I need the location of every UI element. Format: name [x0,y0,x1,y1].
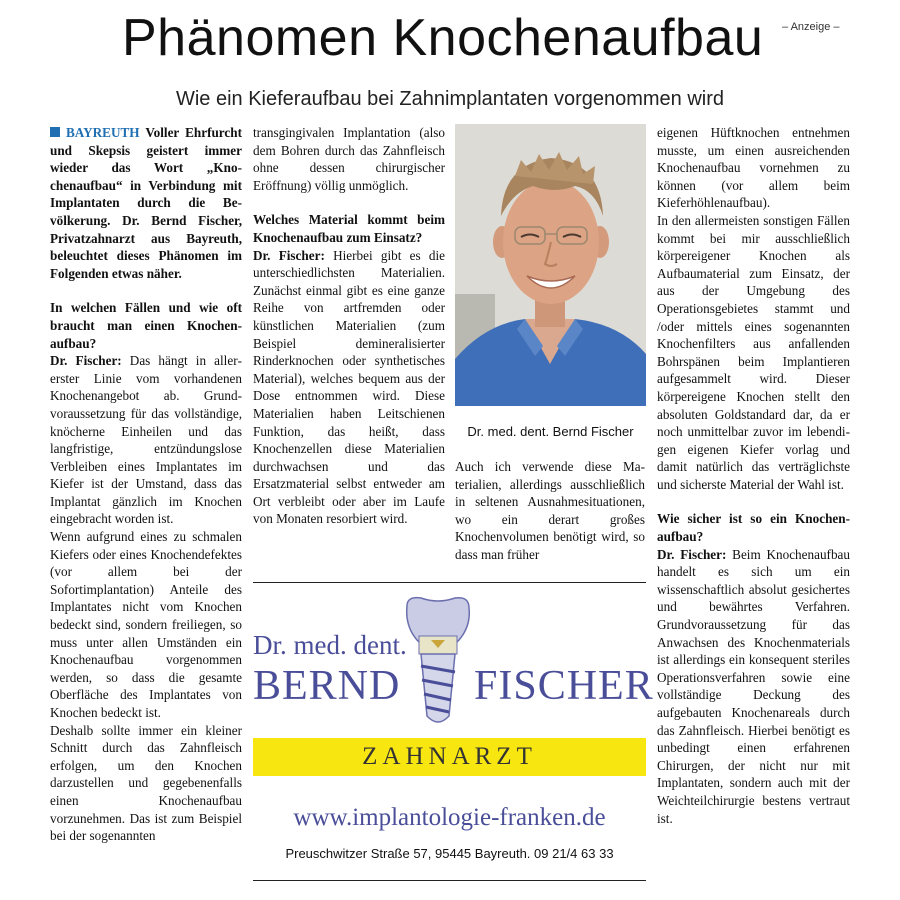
question-2: Welches Material kommt beim Knochenaufbau zum Einsatz? [253,212,445,245]
ad-first-name: BERND [253,663,401,709]
ad-bottom-divider [253,880,646,881]
answer-2-text: Hierbei gibt es die unterschiedlichsten Materialien. Zunächst einmal gibt es eine ganze Reihe von artfremden oder künstlichen Materialien (zum Beispiel demineralisierter Rinderknochen oder synthetisches Material), welches bequem aus der Dose entnommen wird. Diese Materialien haben Leitschienen Funktion, das heißt, dass Knochenzellen diese Materialien durchwachsen und das Ersatzmaterial selbst entweder am Ort verbleibt oder aber im Laufe von Monaten resorbiert wird. [253,247,446,527]
dental-implant-tooth-icon [401,596,475,728]
photo-caption: Dr. med. dent. Bernd Fischer [467,424,634,439]
ad-profession: ZAHNARZT [362,743,537,770]
answer-3-text: Beim Knochenaufbau handelt es sich um ein wissenschaftlich absolut gesichertes und bewährtes Verfahren. Grundvoraussetzung für das Anwachsen des Knochenmaterials ist allerdings ein konsequent steriles Operationsverfahren sowie eine vollständige Deckung des aufgebauten Knochenareals durch das Zahnfleisch. Hierbei benötigt es unbedingt einen erfahrenen Chirurgen, der nicht nur mit Implantaten, sondern auch mit der Weichteilchirurgie bestens vertraut ist. [657,546,850,826]
ad-last-name: FISCHER [474,663,654,709]
question-1: In welchen Fällen und wie oft braucht man einen Knochenaufbau? [50,300,242,351]
advertisement-box [253,590,654,880]
answer-3-paragraph [657,546,850,828]
portrait-photo [455,124,646,406]
ad-tag: – Anzeige – [782,21,840,33]
article-column-3 [455,458,645,564]
profession-band [253,738,646,776]
ad-address: Preuschwitzer Straße 57, 95445 Bayreuth. 09 21/4 63 33 [285,846,614,861]
article-column-4 [657,124,850,827]
intro-text: Voller Ehrfurcht und Skepsis geistert immer wieder das Wort „Knochenaufbau“ in Verbindung mit Implantaten durch die Bevölkerung. Dr. Bernd Fischer, Privatzahnarzt aus Bayreuth, beleuchtet dieses Phänomen im Folgenden etwas näher. [50,125,242,281]
paragraph: Auch ich verwende diese Materialien, allerdings ausschließlich in seltenen Ausnahmesituationen, wo ein derart großes Knochenvolumen benötigt wird, so dass man früher [455,459,645,562]
answer-1-paragraph [50,352,242,528]
ad-top-divider [253,582,646,583]
paragraph: transgingivalen Implantation (also dem Bohren durch das Zahnfleisch ohne dessen chirurgischer Eröffnung) völlig unmöglich. [253,125,445,193]
question-3: Wie sicher ist so ein Knochenaufbau? [657,511,850,545]
page-subtitle: Wie ein Kieferaufbau bei Zahnimplantaten vorgenommen wird [175,88,725,110]
dateline-location: BAYREUTH [66,125,140,140]
article-column-2 [253,124,445,528]
paragraph: Deshalb sollte immer ein kleiner Schnitt durch das Zahnfleisch erfolgen, um den Knochen darzustellen und gegebenenfalls einen Knochenaufbau vorzunehmen. Das ist zum Beispiel bei der sogenannten [50,722,242,844]
paragraph: Wenn aufgrund eines zu schmalen Kiefers oder eines Knochendefektes (vor allem bei der Sofortimplantation) Anteile des Implantates nicht vom Knochen bedeckt sind, sondern freiliegen, so muss unter allen Umständen ein Knochenaufbau vorgenommen werden, so dass die gesamte Oberfläche des Implantates von Knochen bedeckt ist. [50,529,242,720]
answer-3-speaker: Dr. Fischer: [657,546,727,562]
location-square-icon [50,127,60,137]
page-title: Phänomen Knochenaufbau [122,9,764,67]
intro-paragraph [50,124,242,282]
portrait-illustration [455,124,646,406]
ad-website-link[interactable]: www.implantologie-franken.de [293,804,606,831]
article-column-1 [50,124,242,845]
ad-title-prefix: Dr. med. dent. [253,630,407,660]
paragraph: eigenen Hüftknochen entnehmen musste, um einen ausreichenden Knochenaufbau vornehmen zu können (vor allem beim Kieferhöhlenaufbau). [657,125,850,211]
answer-2-speaker: Dr. Fischer: [253,247,325,263]
paragraph: In den allermeisten sonstigen Fällen kommt bei mir ausschließlich körpereigener Knochen als Aufbaumaterial zum Einsatz, der aus der Umgebung des Operationsgebietes stammt und /oder mittels eines sogenannten Knochenfilters aus anfallenden Bohrspänen beim Implantieren aufgesammelt wird. Dieser körpereigene Knochen stellt den absoluten Goldstandard dar, da er noch unmittelbar zuvor im lebendigen eigenen Kiefer vorlag und damit natürlich das verträglichste und sicherste Material der Wahl ist. [657,212,850,492]
answer-1-text: Das hängt in allererster Linie vom vorhandenen Knochenangebot ab. Grundvoraussetzung für das vollständige, knöcherne Einheilen und das langfristige, entzündungslose Verbleiben eines Implantates im Kiefer ist der Umstand, dass das Implantat gänzlich im Knochen eingebracht worden ist. [50,353,242,527]
answer-1-speaker: Dr. Fischer: [50,353,122,369]
answer-2-paragraph [253,247,445,529]
